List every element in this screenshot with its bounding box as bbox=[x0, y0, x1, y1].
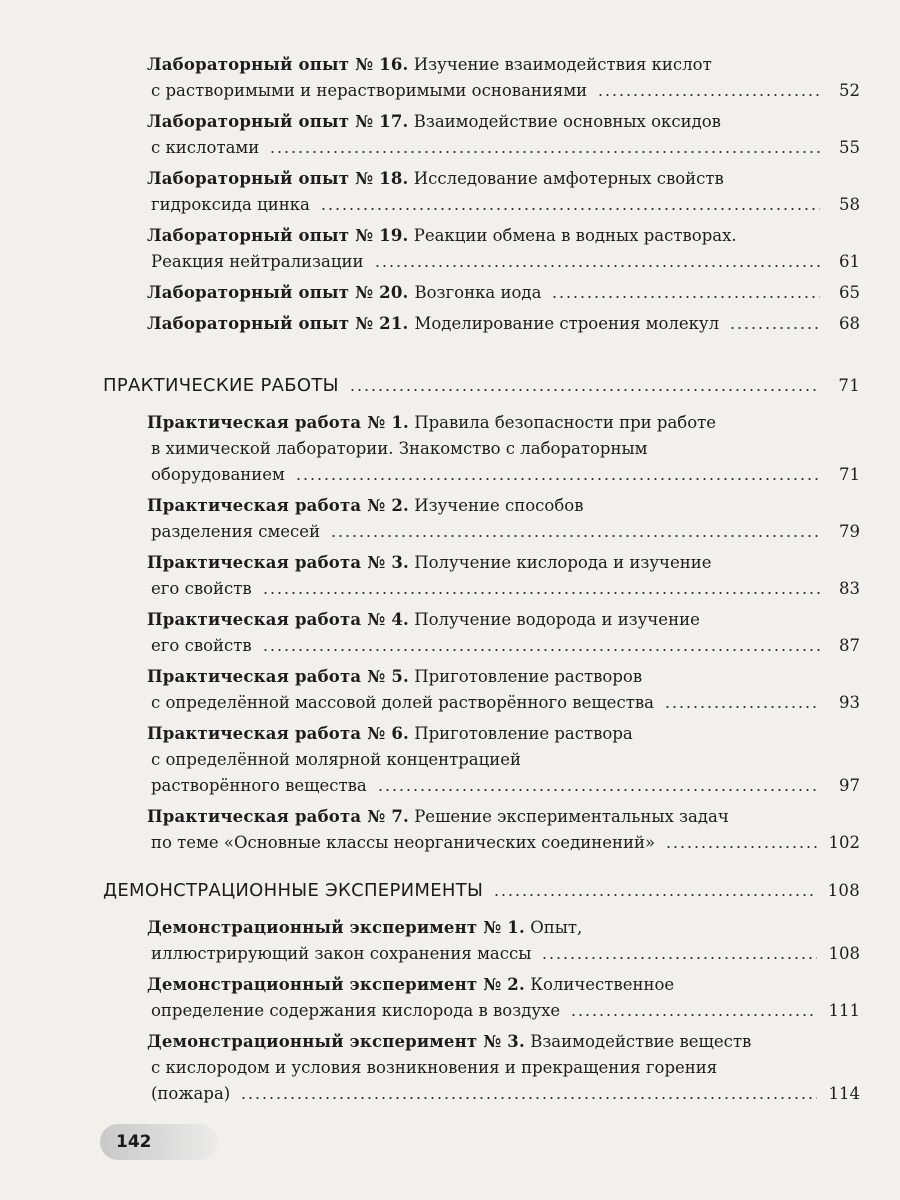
toc-entry[interactable] bbox=[147, 109, 860, 161]
entry-title-line: в химической лаборатории. Знакомство с лабораторным bbox=[151, 439, 648, 458]
entry-title-line: Правила безопасности при работе bbox=[414, 413, 717, 432]
section-heading-practical bbox=[103, 375, 860, 396]
entry-title-line: Взаимодействие веществ bbox=[530, 1032, 752, 1051]
entry-page-number: 108 bbox=[828, 944, 860, 963]
entry-title-line: Изучение взаимодействия кислот bbox=[413, 55, 712, 74]
dot-leader bbox=[493, 893, 815, 897]
dot-leader bbox=[320, 207, 820, 211]
entry-title-line: Опыт, bbox=[530, 918, 583, 937]
toc-entry[interactable] bbox=[147, 311, 860, 337]
toc-entry[interactable] bbox=[147, 804, 860, 856]
entry-title-line: Приготовление раствора bbox=[414, 724, 633, 743]
entry-title-line: Изучение способов bbox=[414, 496, 584, 515]
entry-label: Практическая работа № 6. bbox=[147, 724, 409, 743]
entry-label: Практическая работа № 5. bbox=[147, 667, 409, 686]
entry-title-last-line: Моделирование строения молекул bbox=[414, 314, 720, 333]
entry-page-number: 61 bbox=[839, 252, 860, 271]
entry-page-number: 87 bbox=[839, 636, 860, 655]
entry-title-last-line: его свойств bbox=[151, 636, 252, 655]
entry-title-last-line: (пожара) bbox=[151, 1084, 231, 1103]
dot-leader bbox=[374, 264, 821, 268]
entry-page-number: 83 bbox=[839, 579, 860, 598]
section-title: ДЕМОНСТРАЦИОННЫЕ ЭКСПЕРИМЕНТЫ bbox=[103, 880, 484, 901]
entry-title-line: Решение экспериментальных задач bbox=[414, 807, 729, 826]
entry-title-last-line: оборудованием bbox=[151, 465, 285, 484]
entry-title-line: Приготовление растворов bbox=[414, 667, 643, 686]
entry-title-last-line: определение содержания кислорода в воздухе bbox=[151, 1001, 561, 1020]
toc-entry[interactable] bbox=[147, 280, 860, 306]
entry-title-line: Реакции обмена в водных растворах. bbox=[413, 226, 737, 245]
entry-title-last-line: Реакция нейтрализации bbox=[151, 252, 364, 271]
entry-page-number: 71 bbox=[839, 465, 860, 484]
entry-label: Лабораторный опыт № 21. bbox=[147, 314, 409, 333]
entry-label: Практическая работа № 1. bbox=[147, 413, 409, 432]
entry-title-last-line: его свойств bbox=[151, 579, 252, 598]
section-page-number: 108 bbox=[827, 881, 860, 900]
toc-entry[interactable] bbox=[147, 721, 860, 799]
entry-label: Демонстрационный эксперимент № 1. bbox=[147, 918, 525, 937]
entry-title-line: Взаимодействие основных оксидов bbox=[413, 112, 721, 131]
dot-leader bbox=[240, 1096, 816, 1100]
toc-entry[interactable] bbox=[147, 166, 860, 218]
toc-entry[interactable] bbox=[147, 410, 860, 488]
entry-label: Лабораторный опыт № 18. bbox=[147, 169, 409, 188]
entry-page-number: 68 bbox=[839, 314, 860, 333]
entry-label: Практическая работа № 3. bbox=[147, 553, 409, 572]
toc-entry[interactable] bbox=[147, 972, 860, 1024]
toc-entry[interactable] bbox=[147, 607, 860, 659]
entry-title-last-line: с кислотами bbox=[151, 138, 260, 157]
entry-title-line: Количественное bbox=[530, 975, 675, 994]
entry-label: Практическая работа № 7. bbox=[147, 807, 409, 826]
toc-entry[interactable] bbox=[147, 550, 860, 602]
dot-leader bbox=[349, 388, 820, 392]
entry-page-number: 93 bbox=[839, 693, 860, 712]
dot-leader bbox=[665, 845, 816, 849]
entry-page-number: 55 bbox=[839, 138, 860, 157]
entry-title-line: Получение водорода и изучение bbox=[414, 610, 700, 629]
entry-title-line: Получение кислорода и изучение bbox=[414, 553, 712, 572]
entry-page-number: 79 bbox=[839, 522, 860, 541]
entry-page-number: 52 bbox=[839, 81, 860, 100]
entry-title-last-line: с растворимыми и нерастворимыми основаниями bbox=[151, 81, 588, 100]
dot-leader bbox=[541, 956, 816, 960]
entry-label: Практическая работа № 2. bbox=[147, 496, 409, 515]
toc-entry[interactable] bbox=[147, 52, 860, 104]
entry-title-line: с кислородом и условия возникновения и прекращения горения bbox=[151, 1058, 718, 1077]
entry-title-last-line: растворённого вещества bbox=[151, 776, 367, 795]
section-heading-demo bbox=[103, 880, 860, 901]
entry-title-last-line: с определённой массовой долей растворённого вещества bbox=[151, 693, 654, 712]
dot-leader bbox=[664, 705, 820, 709]
dot-leader bbox=[262, 648, 820, 652]
dot-leader bbox=[295, 477, 820, 481]
section-page-number: 71 bbox=[838, 376, 860, 395]
page-number-badge: 142 bbox=[100, 1124, 218, 1160]
entry-label: Демонстрационный эксперимент № 3. bbox=[147, 1032, 525, 1051]
entry-page-number: 58 bbox=[839, 195, 860, 214]
toc-entry[interactable] bbox=[147, 223, 860, 275]
entry-label: Практическая работа № 4. bbox=[147, 610, 409, 629]
dot-leader bbox=[729, 326, 820, 330]
entry-title-last-line: разделения смесей bbox=[151, 522, 321, 541]
dot-leader bbox=[330, 534, 820, 538]
dot-leader bbox=[269, 150, 820, 154]
entry-label: Лабораторный опыт № 17. bbox=[147, 112, 409, 131]
dot-leader bbox=[262, 591, 820, 595]
entry-title-line: с определённой молярной концентрацией bbox=[151, 750, 521, 769]
entry-title-last-line: по теме «Основные классы неорганических соединений» bbox=[151, 833, 656, 852]
entry-page-number: 111 bbox=[828, 1001, 860, 1020]
entry-title-line: Исследование амфотерных свойств bbox=[413, 169, 724, 188]
toc-entry[interactable] bbox=[147, 664, 860, 716]
entry-page-number: 65 bbox=[839, 283, 860, 302]
entry-page-number: 114 bbox=[828, 1084, 860, 1103]
section-title: ПРАКТИЧЕСКИЕ РАБОТЫ bbox=[103, 375, 339, 396]
entry-page-number: 102 bbox=[828, 833, 860, 852]
dot-leader bbox=[551, 295, 820, 299]
entry-label: Лабораторный опыт № 16. bbox=[147, 55, 409, 74]
toc-entry[interactable] bbox=[147, 493, 860, 545]
toc-entry[interactable] bbox=[147, 1029, 860, 1107]
dot-leader bbox=[570, 1013, 816, 1017]
entry-label: Лабораторный опыт № 20. bbox=[147, 283, 409, 302]
entry-title-last-line: иллюстрирующий закон сохранения массы bbox=[151, 944, 532, 963]
dot-leader bbox=[597, 93, 820, 97]
toc-entry[interactable] bbox=[147, 915, 860, 967]
entry-title-last-line: Возгонка иода bbox=[414, 283, 542, 302]
entry-page-number: 97 bbox=[839, 776, 860, 795]
dot-leader bbox=[377, 788, 820, 792]
entry-label: Лабораторный опыт № 19. bbox=[147, 226, 409, 245]
entry-title-last-line: гидроксида цинка bbox=[151, 195, 310, 214]
entry-label: Демонстрационный эксперимент № 2. bbox=[147, 975, 525, 994]
